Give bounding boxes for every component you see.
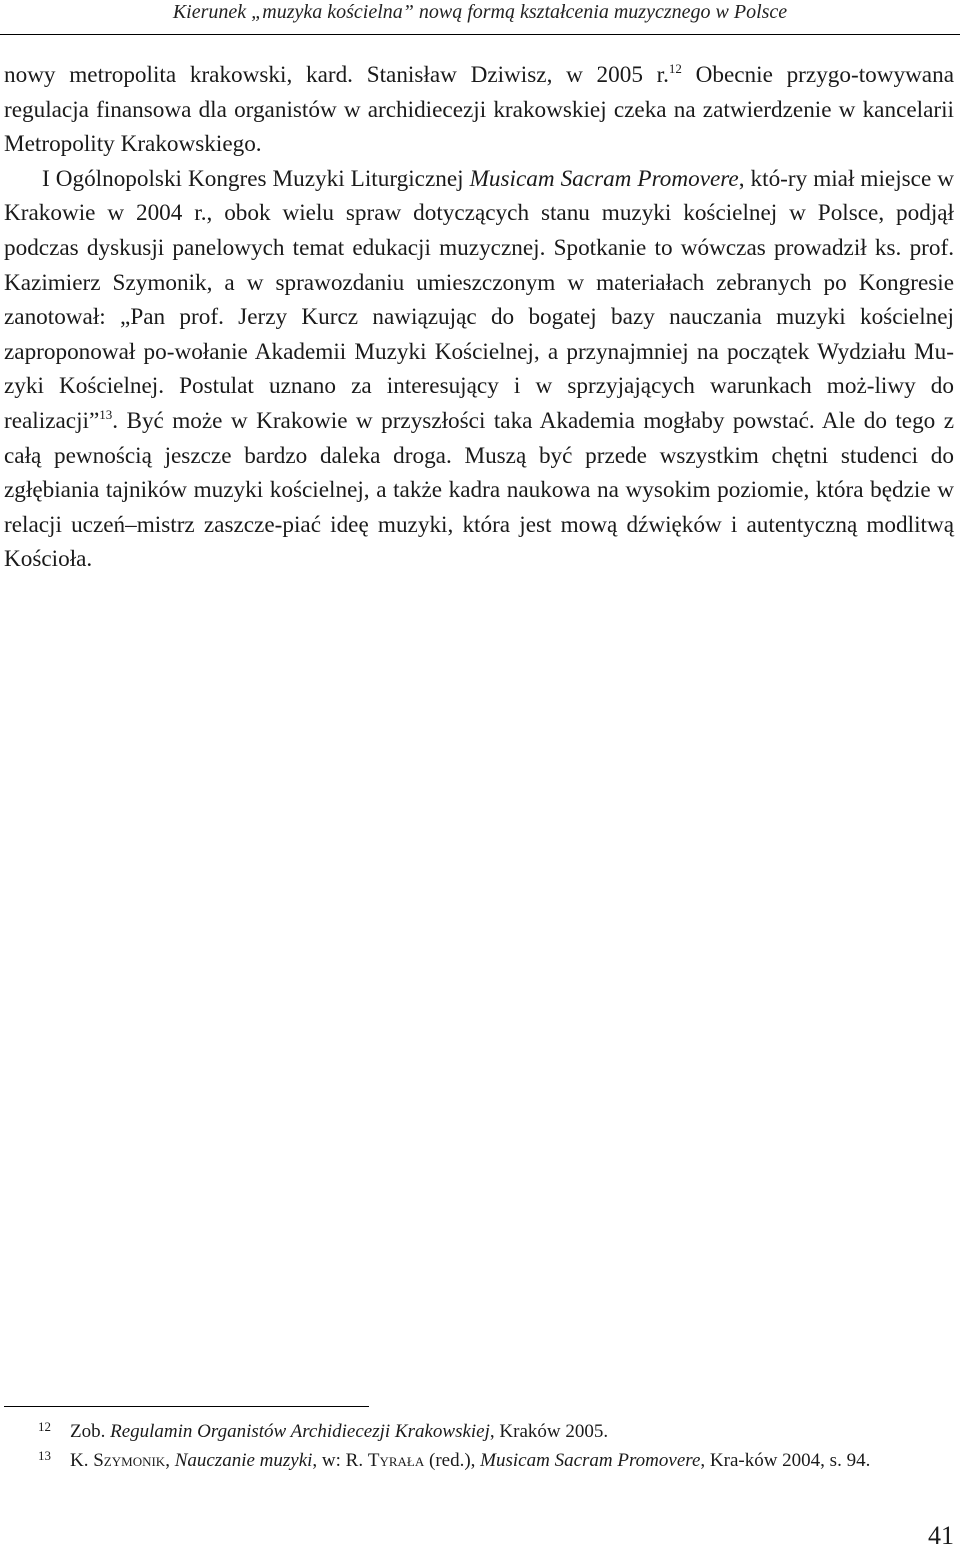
paragraph-2-text-b: , któ-ry miał miejsce w Krakowie w 2004 r., obok wielu spraw dotyczących stanu muzyki kościelnej w Polsce, podjął podczas dyskusji panelowych temat edukacji muzycznej. Spotkanie to wówczas prowadził ks. prof. Kazimierz Szymonik, a w sprawozdaniu umieszczonym w materiałach zebranych po Kongresie zanotował: „Pan prof. Jerzy Kurcz nawiązując do bogatej bazy nauczania muzyki kościelnej zaproponował po-wołanie Akademii Muzyki Kościelnej, a przynajmniej na początek Wydziału Mu-zyki Kościelnej. Postulat uznano za interesujący i w sprzyjających warunkach moż-liwy do realizacji” (4, 165, 954, 434)
footnote-12-title: Regulamin Organistów Archidiecezji Krakowskiej (110, 1421, 490, 1442)
footnote-13-tail: , Kra-ków 2004, s. 94. (700, 1450, 871, 1471)
main-text (4, 58, 954, 577)
paragraph-1-text-b: Obecnie przygo-towywana regulacja finansowa dla organistów w archidiecezji krakowskiej czeka na zatwierdzenie w kancelarii Metropolity Krakowskiego. (4, 62, 954, 158)
footnote-13-series: Musicam Sacram Promovere (480, 1450, 701, 1471)
footnote-13-sep3: (red.), (424, 1450, 481, 1471)
paragraph-2 (4, 162, 954, 577)
footnote-13: 13 K. Szymonik, Nauczanie muzyki, w: R. Tyrała (red.), Musicam Sacram Promovere, Kra-ków 2004, s. 94. (38, 1448, 871, 1471)
paragraph-2-text-c: . Być może w Krakowie w przyszłości taka Akademia mogłaby powstać. Ale do tego z całą pewnością jeszcze bardzo daleka droga. Muszą być przede wszystkim chętni studenci do zgłębiania tajników muzyki kościelnej, a także kadra naukowa na wysokim poziomie, która będzie w relacji uczeń–mistrz zaszcze-piać ideę muzyki, która jest mową dźwięków i autentyczną modlitwą Kościoła. (4, 407, 954, 573)
paragraph-1 (4, 58, 954, 162)
footnote-13-title: Nauczanie muzyki (174, 1450, 313, 1471)
footnote-12-tail: , Kraków 2005. (489, 1421, 609, 1442)
paragraph-2-text-a: I Ogólnopolski Kongres Muzyki Liturgicznej (42, 165, 470, 192)
congress-title: Musicam Sacram Promovere (469, 165, 739, 192)
footnote-13-author: Szymonik (93, 1450, 166, 1471)
footnote-12: 12 Zob. Regulamin Organistów Archidiecezji Krakowskiej, Kraków 2005. (38, 1419, 609, 1442)
footnotes (4, 1417, 954, 1475)
running-header (0, 0, 960, 35)
footnote-ref-12: 12 (668, 61, 682, 76)
running-title: Kierunek „muzyka kościelna” nową formą kształcenia muzycznego w Polsce (172, 1, 788, 23)
footnote-13-lead: K. (70, 1450, 94, 1471)
footnote-13-editor: Tyrała (367, 1450, 425, 1471)
footnote-divider (4, 1406, 369, 1407)
footnote-ref-13: 13 (99, 406, 113, 422)
footnote-13-sep1: , (165, 1450, 175, 1471)
paragraph-1-text-a: nowy metropolita krakowski, kard. Stanisław Dziwisz, w 2005 r. (4, 62, 669, 88)
footnote-12-lead: Zob. (70, 1421, 111, 1442)
page-number: 41 (928, 1521, 954, 1550)
footnote-13-sep2: , w: R. (312, 1450, 368, 1471)
